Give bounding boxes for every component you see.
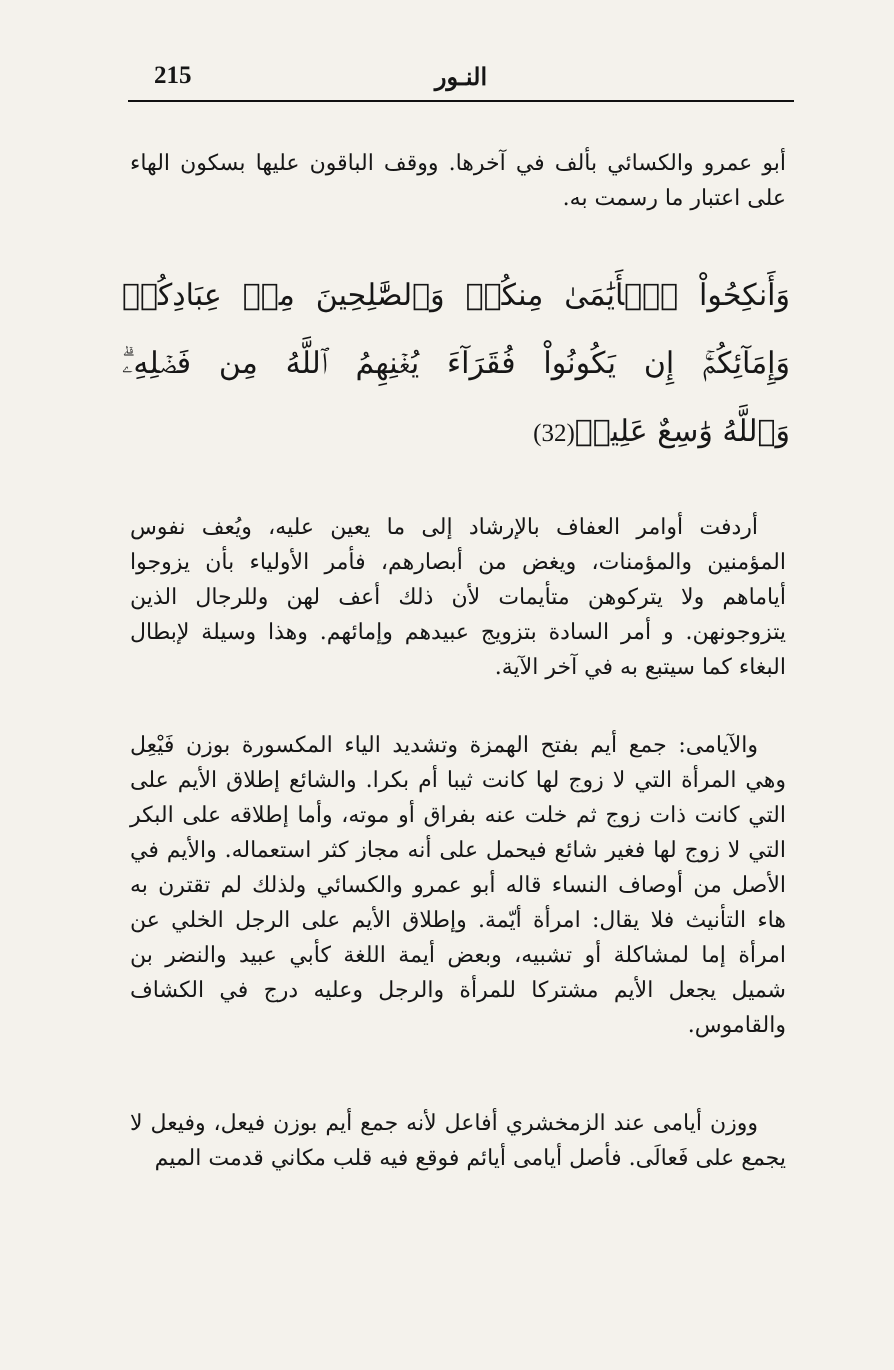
- verse-text: وَٱللَّهُ وَٰسِعٌ عَلِيمٞ: [574, 414, 790, 449]
- running-title: النـور: [434, 62, 488, 91]
- verse-line: وَإِمَآئِكُمۡۚ إِن يَكُونُواْ فُقَرَآءَ يُغۡنِهِمُ ٱللَّهُ مِن فَضۡلِهِۦۗ: [122, 346, 790, 381]
- verse-line: [122, 398, 790, 468]
- verse-line: وَأَنكِحُواْ ٱلۡأَيَٰمَىٰ مِنكُمۡ وَٱلصَّٰلِحِينَ مِنۡ عِبَادِكُمۡ: [122, 278, 790, 313]
- quran-verse: [122, 262, 790, 468]
- paragraph: والآيامى: جمع أيم بفتح الهمزة وتشديد الياء المكسورة بوزن فَيْعِل وهي المرأة التي لا زوج لها كانت ثيبا أم بكرا. والشائع إطلاق الأيم على التي كانت ذات زوج ثم خلت عنه بفراق أو موته، وأما إطلاقه على البكر التي لا زوج لها فغير شائع فيحمل على أنه مجاز كثر استعماله. والأيم في الأصل من أوصاف النساء قاله أبو عمرو والكسائي ولذلك لم تقترن به هاء التأنيث فلا يقال: امرأة أيّمة. وإطلاق الأيم على الرجل الخلي عن امرأة إما لمشاكلة أو تشبيه، وبعض أيمة اللغة كأبي عبيد والنضر بن شميل يجعل الأيم مشتركا للمرأة والرجل وعليه درج في الكشاف والقاموس.: [130, 733, 786, 1038]
- page-header: [128, 58, 794, 102]
- paragraph-continuation: أبو عمرو والكسائي بألف في آخرها. ووقف الباقون عليها بسكون الهاء على اعتبار ما رسمت به.: [130, 151, 786, 211]
- page-number: 215: [154, 62, 192, 89]
- header-rule: [128, 100, 794, 102]
- paragraph: أردفت أوامر العفاف بالإرشاد إلى ما يعين عليه، ويُعف نفوس المؤمنين والمؤمنات، ويغض من أبصارهم، فأمر الأولياء بأن يزوجوا أياماهم ولا يتركوهن متأيمات لأن ذلك أعف لهن وللرجال الذين يتزوجونهن. و أمر السادة بتزويج عبيدهم وإمائهم. وهذا وسيلة لإبطال البغاء كما سيتبع به في آخر الآية.: [130, 515, 786, 680]
- verse-number: (32): [533, 420, 575, 447]
- paragraph: ووزن أيامى عند الزمخشري أفاعل لأنه جمع أيم بوزن فيعل، وفيعل لا يجمع على فَعالَى. فأصل أيامى أيائم فوقع فيه قلب مكاني قدمت الميم: [130, 1111, 786, 1171]
